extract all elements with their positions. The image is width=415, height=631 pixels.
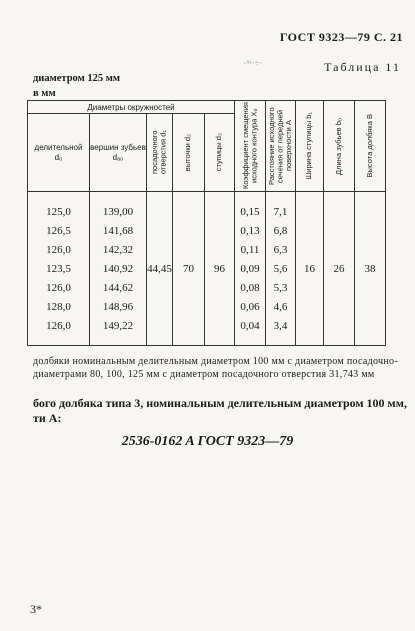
cell-a: 6,8	[266, 221, 296, 240]
cell-d0: 125,0	[28, 202, 90, 221]
cell-da0: 149,22	[90, 316, 147, 335]
cell-d0: 126,0	[28, 240, 90, 259]
cell-d0: 126,5	[28, 221, 90, 240]
col-header-tooth-len: Длина зубьев b₀	[324, 101, 355, 192]
cell-b1: 16	[296, 192, 324, 346]
page-mark: 3*	[30, 602, 42, 616]
cell-a: 6,3	[266, 240, 296, 259]
col-header-step: ступицы d₃	[205, 114, 235, 192]
cell-da0: 142,32	[90, 240, 147, 259]
cell-a: 7,1	[266, 202, 296, 221]
col-header-height: Высота долбяка B	[355, 101, 386, 192]
paragraph-line-2: ти A:	[33, 411, 62, 425]
cell-a: 5,3	[266, 278, 296, 297]
cell-x0: 0,08	[235, 278, 266, 297]
col-header-tip: вершин зубьев dₐ₀	[90, 114, 147, 192]
cell-d3: 96	[205, 192, 235, 346]
col-header-pitch: делительной d₀	[28, 114, 90, 192]
cell-a: 3,4	[266, 316, 296, 335]
col-header-recess: выточки d₂	[173, 114, 205, 192]
caption-units: в мм	[33, 88, 56, 99]
cell-b: 38	[355, 192, 386, 346]
designation-example: 2536-0162 A ГОСТ 9323—79	[121, 434, 294, 449]
cell-da0: 144,62	[90, 278, 147, 297]
col-header-bore: посадочного отверстия d₁	[147, 114, 173, 192]
col-header-step-width: Ширина ступицы b₁	[296, 101, 324, 192]
ink-smudge: ·ᴬᵗ·÷·	[243, 58, 263, 68]
caption-diameter: диаметром 125 мм	[33, 73, 121, 84]
cell-d0: 128,0	[28, 297, 90, 316]
cell-x0: 0,11	[235, 240, 266, 259]
cell-b0: 26	[324, 192, 355, 346]
cell-da0: 148,96	[90, 297, 147, 316]
gost-header: ГОСТ 9323—79 С. 21	[279, 30, 403, 44]
cell-x0: 0,04	[235, 316, 266, 335]
cell-d0: 123,5	[28, 259, 90, 278]
cell-x0: 0,15	[235, 202, 266, 221]
cell-x0: 0,13	[235, 221, 266, 240]
cell-da0: 140,92	[90, 259, 147, 278]
cell-a: 5,6	[266, 259, 296, 278]
col-header-dist: Расстояние исходного сечения от передней поверхности A	[266, 101, 296, 192]
cell-da0: 139,00	[90, 202, 147, 221]
cell-x0: 0,09	[235, 259, 266, 278]
cell-x0: 0,06	[235, 297, 266, 316]
cell-d0: 126,0	[28, 316, 90, 335]
cell-d0: 126,0	[28, 278, 90, 297]
group-header: Диаметры окружностей	[28, 101, 235, 114]
note-line-1: долбяки номинальным делительным диаметром 100 мм с диаметром посадочно-	[33, 356, 398, 367]
cell-a: 4,6	[266, 297, 296, 316]
note-line-2: диаметрами 80, 100, 125 мм с диаметром посадочного отверстия 31,743 мм	[33, 369, 375, 380]
paragraph-line-1: бого долбяка типа 3, номинальным делительным диаметром 100 мм,	[33, 396, 407, 410]
col-header-shift: Коэффициент смещения исходного контура X₀	[235, 101, 266, 192]
spec-table	[27, 100, 415, 346]
table-title: Таблица 11	[324, 60, 401, 74]
cell-d1: 44,45	[147, 192, 173, 346]
cell-da0: 141,68	[90, 221, 147, 240]
cell-d2: 70	[173, 192, 205, 346]
